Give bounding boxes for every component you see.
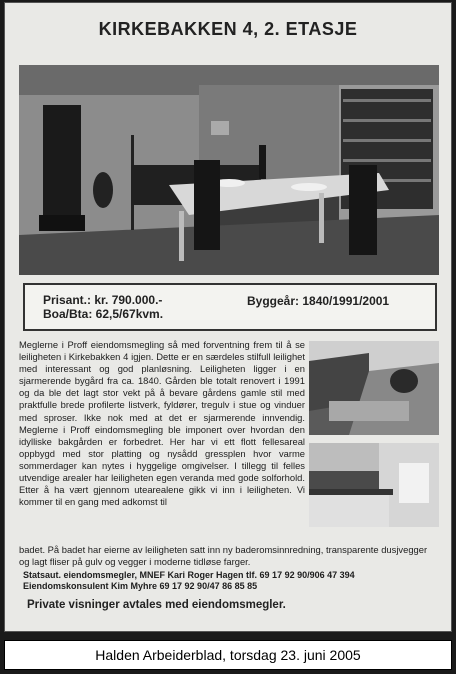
contact-consultant: Eiendomskonsulent Kim Myhre 69 17 92 90/47 86 85 85 [23,581,258,591]
kitchen-photo [309,443,439,527]
living-room-photo [19,65,439,275]
source-caption: Halden Arbeiderblad, torsdag 23. juni 2005 [4,640,452,670]
contact-broker: Statsaut. eiendomsmegler, MNEF Kari Roger Hagen tlf. 69 17 92 90/906 47 394 [23,570,355,580]
private-viewings-note: Private visninger avtales med eiendomsmegler. [27,599,286,611]
asking-price: Prisant.: kr. 790.000.- [43,293,163,307]
ad-body-text: Meglerne i Proff eiendomsmegling så med forventning frem til å se leiligheten i Kirkebakken 4 igjen. Dette er en særdeles stilfull leilighet med interessant og god planløsning. Leiligheten ligger i en sjarmerende bygård fra ca. 1840. Gården ble totalt renovert i 1991 og da ble det lagt stor vekt på å bevare gårdens gamle stil med praktfulle brede profilerte listverk, fyldører, tregulv i stue og vinduer med sproser. Ikke nok med at det er sjarmerende innvendig. Meglerne i Proff eindomsmegling ble imponert over hvordan den idylliske bakgården er forbedret. Her har vi ett flott fellesareal oppbygd med stor platting og nysådd gressplen hvor varme sommerdager kan nytes i hyggelige omgivelser. I tillegg til felles utvendige arealer har leiligheten egen veranda med gode solforhold. Etter å ha vært gjennom utearealene gikk vi inn i leiligheten. Vi kommer til en gang med adkomst til [19,339,305,508]
build-years: Byggeår: 1840/1991/2001 [247,294,390,308]
ad-title: KIRKEBAKKEN 4, 2. ETASJE [98,19,358,39]
backyard-photo [309,341,439,435]
ad-body-text-continued: badet. På badet har eierne av leiligheten satt inn ny baderomsinnredning, transparente dusjvegger og lagt fliser på gulv og vegger i moderne tidløse farger. [19,544,428,567]
contact-info [23,570,355,592]
price-box [23,283,437,331]
area-size: Boa/Bta: 62,5/67kvm. [43,307,164,321]
newspaper-clipping [4,2,452,632]
